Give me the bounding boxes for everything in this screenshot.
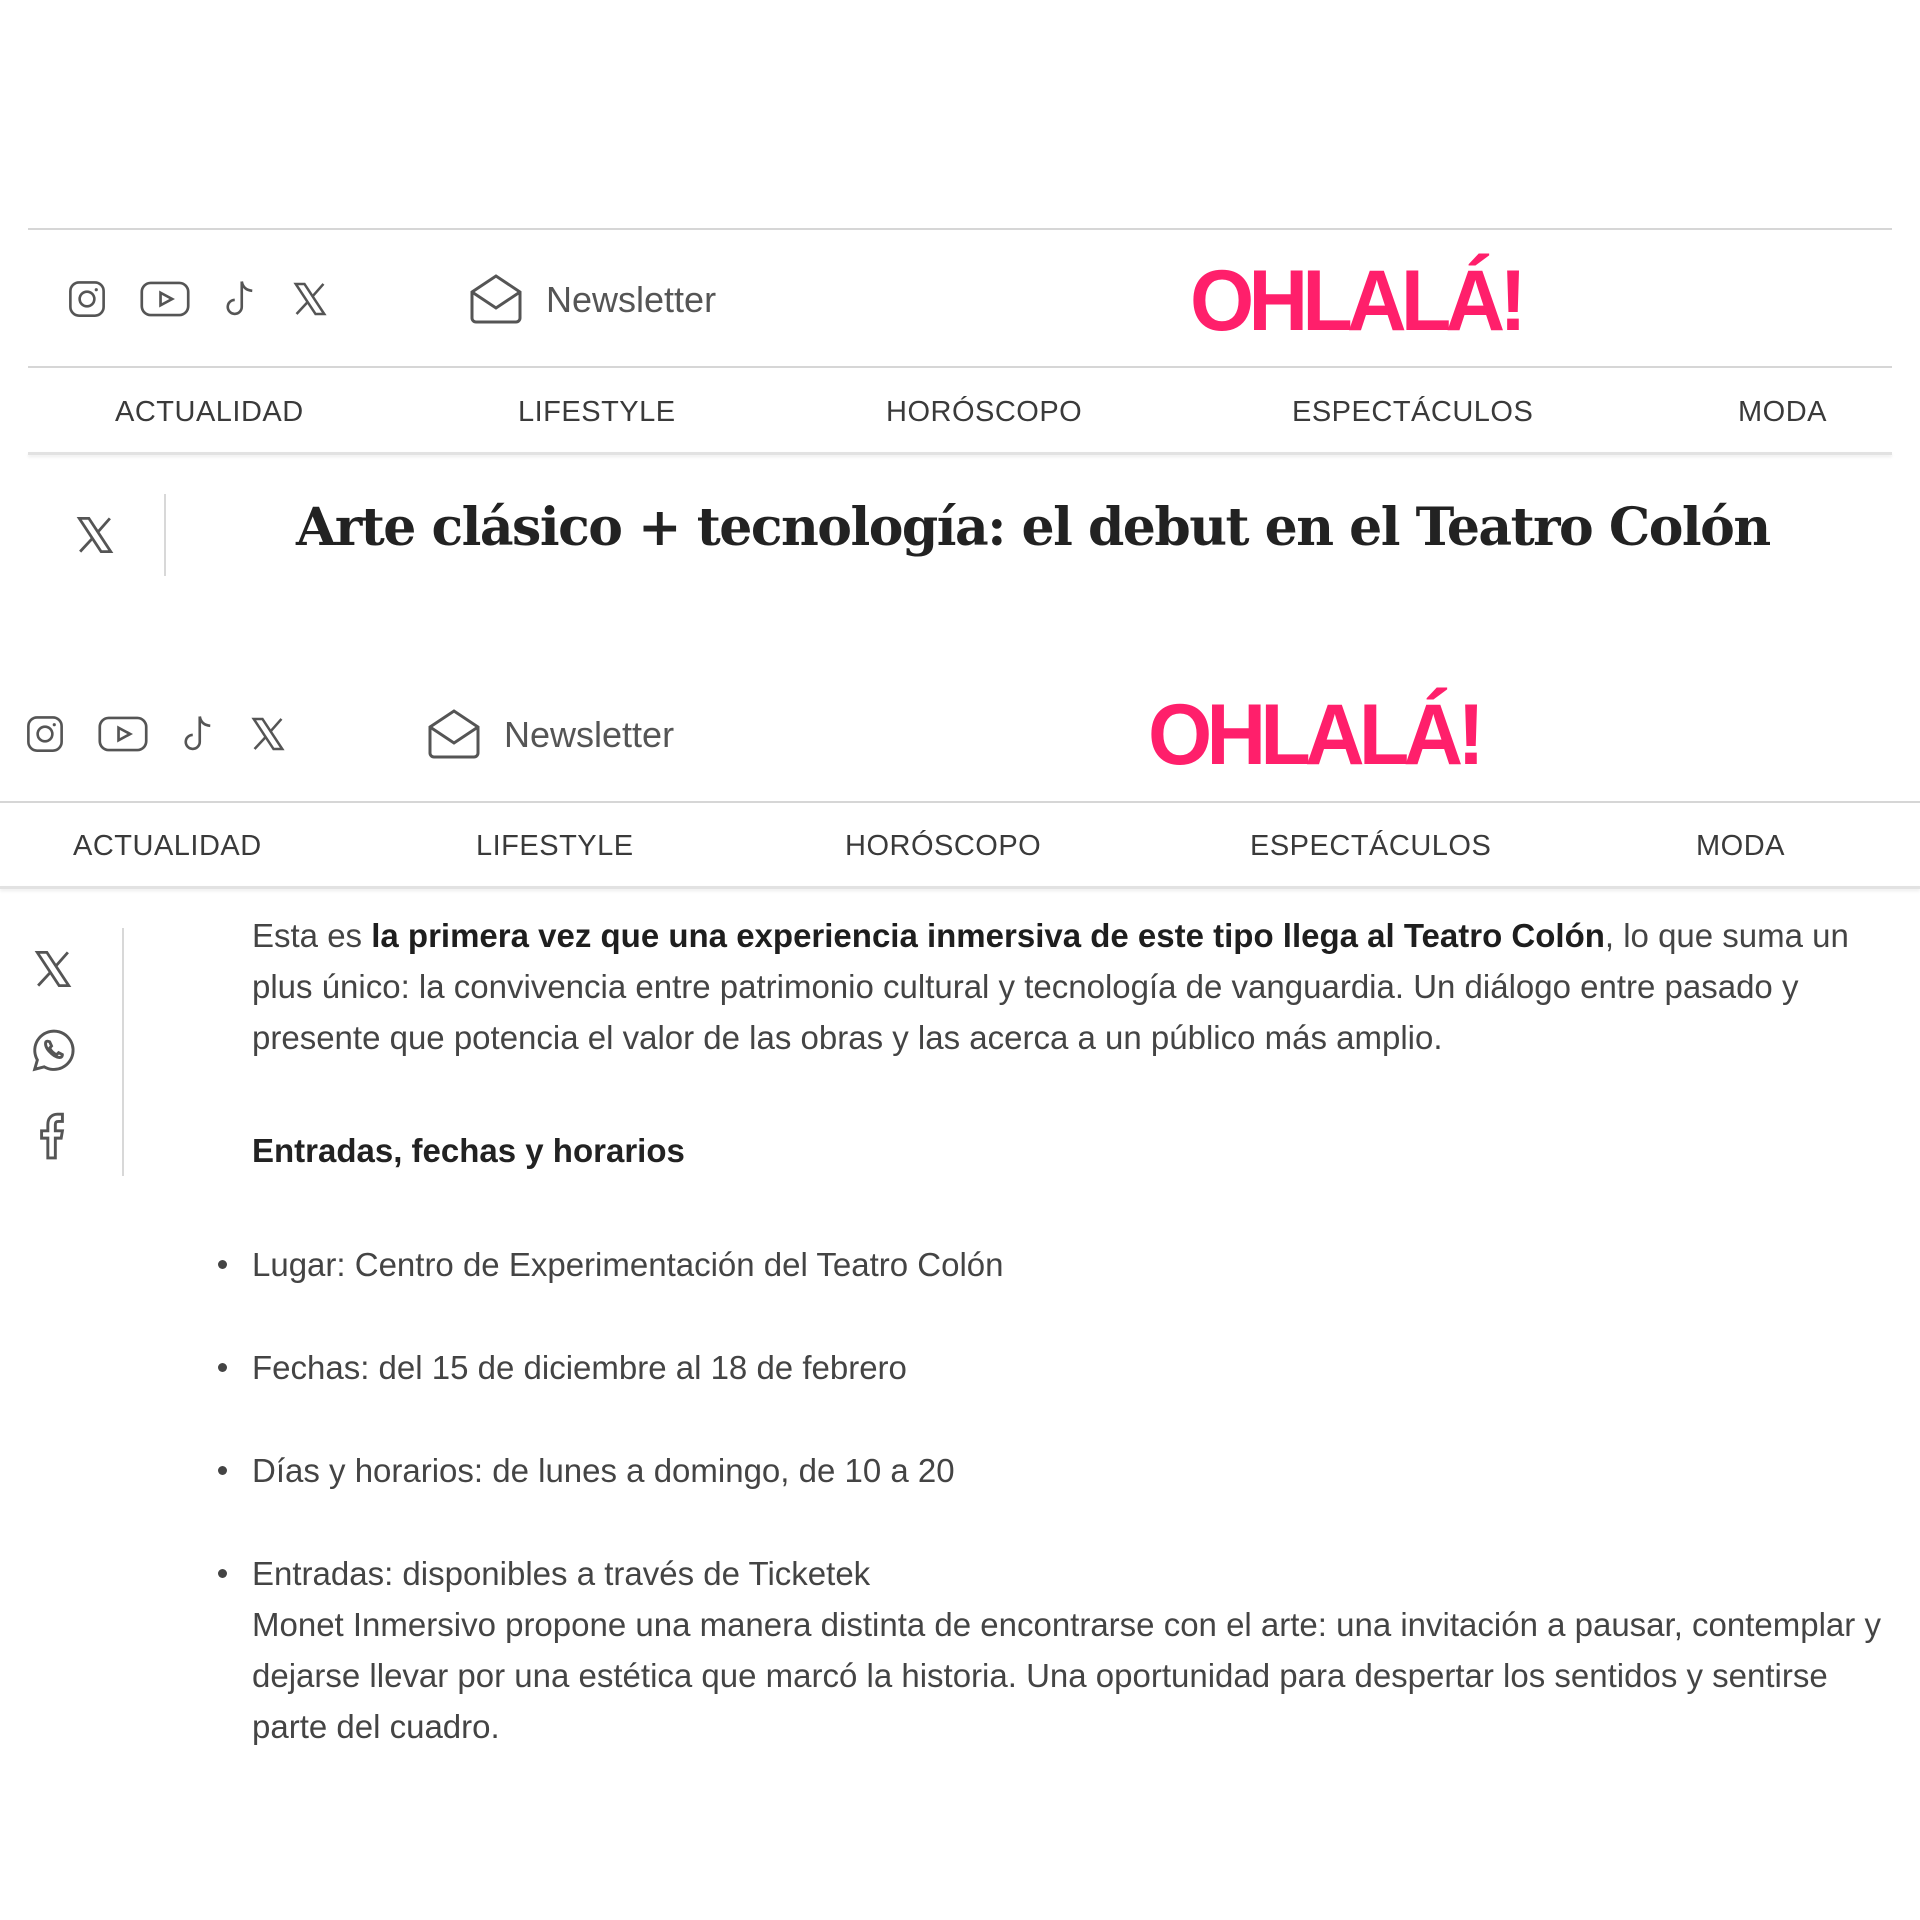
newsletter-icon[interactable] xyxy=(468,272,524,324)
x-icon[interactable] xyxy=(74,514,116,556)
youtube-icon[interactable] xyxy=(98,715,148,753)
sticky-headline: Arte clásico + tecnología: el debut en el Teatro Colón xyxy=(296,497,1770,558)
nav-espectaculos[interactable]: ESPECTÁCULOS xyxy=(1250,830,1492,862)
nav-lifestyle[interactable]: LIFESTYLE xyxy=(518,396,676,428)
newsletter-icon[interactable] xyxy=(426,707,482,759)
tiktok-icon[interactable] xyxy=(222,278,258,320)
divider xyxy=(0,886,1920,889)
article-subheading: Entradas, fechas y horarios xyxy=(252,1132,685,1169)
ohlala-logo[interactable]: OHLALÁ! xyxy=(1190,253,1522,349)
divider xyxy=(28,228,1892,230)
x-icon[interactable] xyxy=(290,280,330,318)
bullet xyxy=(218,1569,227,1578)
list-item: Días y horarios: de lunes a domingo, de 10 a 20 xyxy=(252,1452,955,1489)
bullet xyxy=(218,1466,227,1475)
divider xyxy=(122,928,124,1176)
closing-paragraph: Monet Inmersivo propone una manera distinta de encontrarse con el arte: una invitación a pausar, contemplar y dejarse llevar por una estética que marcó la historia. Una oportunidad para despertar los sentidos y sentirse parte del cuadro. xyxy=(252,1606,1881,1745)
divider xyxy=(28,452,1892,455)
tiktok-icon[interactable] xyxy=(180,713,216,755)
nav-actualidad[interactable]: ACTUALIDAD xyxy=(115,396,304,428)
nav-moda[interactable]: MODA xyxy=(1696,830,1785,862)
x-icon[interactable] xyxy=(32,948,74,990)
youtube-icon[interactable] xyxy=(140,280,190,318)
newsletter-link[interactable]: Newsletter xyxy=(504,714,675,755)
list-item: Entradas: disponibles a través de Ticketek xyxy=(252,1555,871,1592)
nav-horoscopo[interactable]: HORÓSCOPO xyxy=(845,830,1042,862)
instagram-icon[interactable] xyxy=(24,713,66,755)
nav-horoscopo[interactable]: HORÓSCOPO xyxy=(886,396,1083,428)
list-item: Lugar: Centro de Experimentación del Teatro Colón xyxy=(252,1246,1004,1283)
divider xyxy=(164,494,166,576)
divider xyxy=(28,366,1892,368)
divider xyxy=(0,801,1920,803)
instagram-icon[interactable] xyxy=(66,278,108,320)
list-item: Fechas: del 15 de diciembre al 18 de febrero xyxy=(252,1349,907,1386)
nav-moda[interactable]: MODA xyxy=(1738,396,1827,428)
bullet xyxy=(218,1260,227,1269)
newsletter-link[interactable]: Newsletter xyxy=(546,279,717,320)
bullet xyxy=(218,1363,227,1372)
ohlala-logo[interactable]: OHLALÁ! xyxy=(1148,687,1480,783)
facebook-icon[interactable] xyxy=(34,1110,70,1160)
whatsapp-icon[interactable] xyxy=(28,1026,78,1076)
nav-lifestyle[interactable]: LIFESTYLE xyxy=(476,830,634,862)
nav-espectaculos[interactable]: ESPECTÁCULOS xyxy=(1292,396,1534,428)
article-paragraph: Esta es la primera vez que una experiencia inmersiva de este tipo llega al Teatro Colón, lo que suma un plus único: la convivencia entre patrimonio cultural y tecnología de vanguardia. Un diálogo entre pasado y presente que potencia el valor de las obras y las acerca a un público más amplio. xyxy=(252,917,1849,1056)
nav-actualidad[interactable]: ACTUALIDAD xyxy=(73,830,262,862)
x-icon[interactable] xyxy=(248,715,288,753)
